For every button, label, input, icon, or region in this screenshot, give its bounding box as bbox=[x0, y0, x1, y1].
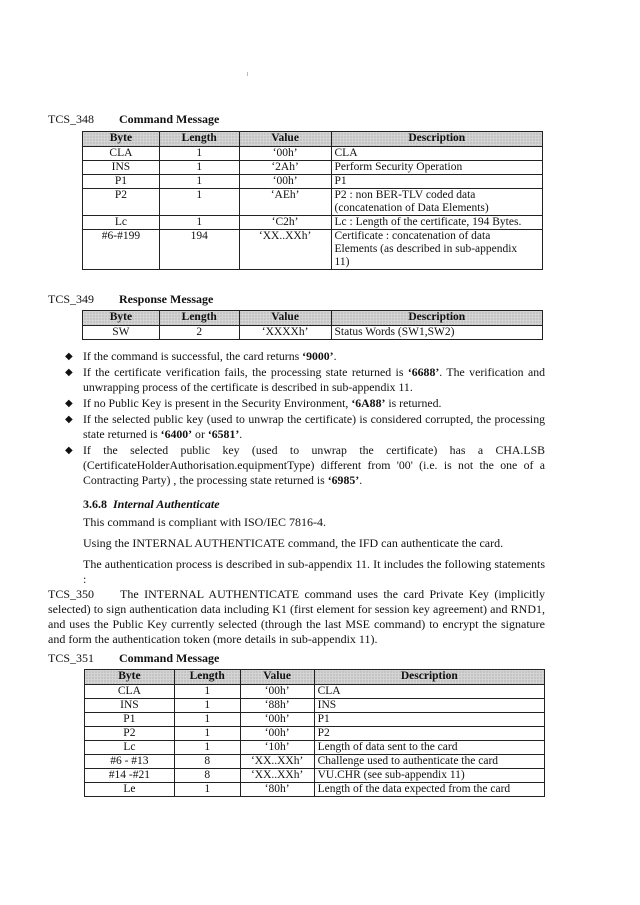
cell-value: ‘XX..XXh’ bbox=[239, 230, 331, 270]
section-paragraph-2: Using the INTERNAL AUTHENTICATE command, the IFD can authenticate the card. bbox=[83, 536, 504, 550]
description-line: Length of data sent to the card bbox=[317, 741, 458, 753]
cell-byte: P1 bbox=[85, 713, 175, 727]
section-paragraph-1: This command is compliant with ISO/IEC 7816-4. bbox=[83, 515, 326, 529]
status-bullet-list bbox=[65, 349, 545, 489]
cell-value: ‘88h’ bbox=[240, 699, 314, 713]
bullet-item bbox=[65, 412, 545, 442]
table-row bbox=[83, 326, 543, 340]
bullet-text: or bbox=[192, 427, 208, 441]
description-line: INS bbox=[317, 699, 337, 711]
section-paragraph-3: The authentication process is described in sub-appendix 11. It includes the following statements : bbox=[83, 557, 545, 586]
table-row bbox=[85, 755, 545, 769]
cell-value: ‘XX..XXh’ bbox=[240, 755, 314, 769]
cell-length: 2 bbox=[159, 326, 239, 340]
description-line: Perform Security Operation bbox=[334, 161, 463, 173]
description-line: P1 bbox=[317, 713, 330, 725]
diamond-bullet-icon: ◆ bbox=[65, 398, 73, 409]
tcs-350-block bbox=[48, 587, 545, 647]
cell-description bbox=[314, 769, 544, 783]
cell-byte: SW bbox=[83, 326, 160, 340]
cell-description bbox=[331, 175, 542, 189]
page-mark bbox=[247, 72, 248, 76]
bullet-item bbox=[65, 443, 545, 488]
header-value: Value bbox=[239, 311, 331, 326]
bullet-item bbox=[65, 396, 545, 411]
table-row bbox=[83, 175, 543, 189]
tcs-349-table bbox=[82, 310, 543, 340]
diamond-bullet-icon: ◆ bbox=[65, 367, 73, 378]
tcs-351-table bbox=[84, 669, 545, 797]
description-line: 11) bbox=[334, 256, 350, 268]
description-line: Elements (as described in sub-appendix bbox=[334, 243, 518, 255]
bullet-text: . bbox=[359, 473, 363, 487]
table-row bbox=[83, 147, 543, 161]
cell-description bbox=[331, 230, 542, 270]
cell-length: 8 bbox=[174, 755, 240, 769]
table-row bbox=[83, 189, 543, 216]
tcs-348-title: Command Message bbox=[119, 112, 220, 126]
cell-description bbox=[314, 783, 544, 797]
bullet-text: If no Public Key is present in the Security Environment, bbox=[83, 396, 352, 410]
cell-description bbox=[331, 147, 542, 161]
cell-description bbox=[314, 755, 544, 769]
cell-description bbox=[314, 699, 544, 713]
status-code: ‘9000’ bbox=[302, 349, 334, 363]
cell-value: ‘00h’ bbox=[240, 685, 314, 699]
table-header-row bbox=[83, 311, 543, 326]
cell-length: 1 bbox=[174, 713, 240, 727]
description-line: Lc : Length of the certificate, 194 Bytes. bbox=[334, 216, 522, 228]
cell-length: 1 bbox=[174, 783, 240, 797]
status-code: ‘6688’ bbox=[407, 365, 440, 379]
cell-value: ‘00h’ bbox=[240, 727, 314, 741]
table-row bbox=[83, 216, 543, 230]
cell-value: ‘2Ah’ bbox=[239, 161, 331, 175]
diamond-bullet-icon: ◆ bbox=[65, 351, 73, 362]
description-line: P2 bbox=[317, 727, 330, 739]
bullet-text: . bbox=[333, 349, 337, 363]
cell-description bbox=[331, 189, 542, 216]
bullet-text: If the command is successful, the card returns bbox=[83, 349, 303, 363]
description-line: (concatenation of Data Elements) bbox=[334, 202, 489, 214]
header-description: Description bbox=[331, 311, 542, 326]
diamond-bullet-icon: ◆ bbox=[65, 414, 73, 425]
cell-length: 1 bbox=[159, 175, 239, 189]
cell-value: ‘00h’ bbox=[239, 147, 331, 161]
header-length: Length bbox=[174, 670, 240, 685]
table-row bbox=[85, 727, 545, 741]
status-code: ‘6A88’ bbox=[351, 396, 386, 410]
tcs-350-text bbox=[48, 587, 545, 647]
description-line: P1 bbox=[334, 175, 347, 187]
header-value: Value bbox=[240, 670, 314, 685]
cell-value: ‘00h’ bbox=[239, 175, 331, 189]
description-line: P2 : non BER-TLV coded data bbox=[334, 189, 476, 201]
header-description: Description bbox=[331, 132, 542, 147]
cell-byte: P1 bbox=[83, 175, 160, 189]
bullet-item bbox=[65, 365, 545, 395]
cell-value: ‘XXXXh’ bbox=[239, 326, 331, 340]
tcs-349-title: Response Message bbox=[119, 292, 214, 306]
cell-byte: #14 -#21 bbox=[85, 769, 175, 783]
tcs-351-title: Command Message bbox=[119, 651, 220, 665]
tcs-349-id: TCS_349 bbox=[48, 292, 95, 306]
description-line: VU.CHR (see sub-appendix 11) bbox=[317, 769, 465, 781]
cell-length: 1 bbox=[159, 216, 239, 230]
cell-value: ‘XX..XXh’ bbox=[240, 769, 314, 783]
cell-byte: P2 bbox=[83, 189, 160, 216]
cell-value: ‘C2h’ bbox=[239, 216, 331, 230]
cell-length: 1 bbox=[159, 147, 239, 161]
cell-description bbox=[314, 727, 544, 741]
tcs-348-id: TCS_348 bbox=[48, 112, 95, 126]
table-row bbox=[85, 783, 545, 797]
bullet-text: . The verification and unwrapping process of the certificate is described in sub-appendix 11. bbox=[83, 365, 545, 394]
cell-length: 1 bbox=[174, 685, 240, 699]
cell-byte: Lc bbox=[85, 741, 175, 755]
cell-byte: P2 bbox=[85, 727, 175, 741]
description-line: Certificate : concatenation of data bbox=[334, 230, 491, 242]
bullet-text: If the selected public key (used to unwrap the certificate) has a CHA.LSB (CertificateHolderAuthorisation.equipmentType) different from '00' (i.e. is not the one of a Contracting Party) , the processing state returned is bbox=[83, 443, 545, 487]
cell-length: 1 bbox=[174, 727, 240, 741]
section-heading bbox=[83, 497, 220, 512]
table-row bbox=[85, 699, 545, 713]
status-code: ‘6985’ bbox=[327, 473, 360, 487]
section-number: 3.6.8 bbox=[83, 497, 107, 511]
cell-byte: CLA bbox=[85, 685, 175, 699]
cell-description bbox=[314, 741, 544, 755]
description-line: Length of the data expected from the card bbox=[317, 783, 511, 795]
header-description: Description bbox=[314, 670, 544, 685]
tcs-350-body: The INTERNAL AUTHENTICATE command uses the card Private Key (implicitly selected) to sign authentication data including K1 (first element for session key agreement) and RND1, and uses the Public Key currently selected (through the last MSE command) to encrypt the signature and form the authentication token (more details in sub-appendix 11). bbox=[48, 587, 545, 646]
cell-value: ‘80h’ bbox=[240, 783, 314, 797]
tcs-348-table bbox=[82, 131, 543, 270]
section-title: Internal Authenticate bbox=[113, 497, 220, 511]
status-code: ‘6581’ bbox=[207, 427, 240, 441]
bullet-item bbox=[65, 349, 545, 364]
bullet-text: If the certificate verification fails, the processing state returned is bbox=[83, 365, 408, 379]
table-header-row bbox=[85, 670, 545, 685]
cell-description bbox=[314, 685, 544, 699]
cell-byte: #6 - #13 bbox=[85, 755, 175, 769]
diamond-bullet-icon: ◆ bbox=[65, 445, 73, 456]
description-line: CLA bbox=[334, 147, 358, 159]
table-header-row bbox=[83, 132, 543, 147]
cell-byte: INS bbox=[83, 161, 160, 175]
cell-description bbox=[314, 713, 544, 727]
cell-description bbox=[331, 326, 542, 340]
cell-byte: #6-#199 bbox=[83, 230, 160, 270]
bullet-text: is returned. bbox=[385, 396, 442, 410]
cell-value: ‘AEh’ bbox=[239, 189, 331, 216]
description-line: Status Words (SW1,SW2) bbox=[334, 326, 455, 338]
cell-length: 8 bbox=[174, 769, 240, 783]
table-row bbox=[85, 769, 545, 783]
tcs-350-id: TCS_350 bbox=[48, 587, 95, 601]
cell-value: ‘00h’ bbox=[240, 713, 314, 727]
description-line: Challenge used to authenticate the card bbox=[317, 755, 499, 767]
table-row bbox=[83, 230, 543, 270]
header-length: Length bbox=[159, 132, 239, 147]
header-byte: Byte bbox=[83, 311, 160, 326]
header-length: Length bbox=[159, 311, 239, 326]
header-byte: Byte bbox=[83, 132, 160, 147]
cell-length: 1 bbox=[159, 189, 239, 216]
cell-byte: Le bbox=[85, 783, 175, 797]
header-byte: Byte bbox=[85, 670, 175, 685]
tcs-351-id: TCS_351 bbox=[48, 651, 95, 665]
cell-byte: Lc bbox=[83, 216, 160, 230]
table-row bbox=[85, 741, 545, 755]
bullet-text: . bbox=[239, 427, 243, 441]
bullet-text: If the selected public key (used to unwrap the certificate) is considered corrupted, the processing state returned is bbox=[83, 412, 545, 441]
table-row bbox=[85, 713, 545, 727]
cell-description bbox=[331, 161, 542, 175]
cell-length: 1 bbox=[174, 741, 240, 755]
cell-value: ‘10h’ bbox=[240, 741, 314, 755]
cell-byte: CLA bbox=[83, 147, 160, 161]
status-code: ‘6400’ bbox=[160, 427, 193, 441]
table-row bbox=[83, 161, 543, 175]
cell-description bbox=[331, 216, 542, 230]
description-line: CLA bbox=[317, 685, 341, 697]
cell-length: 1 bbox=[174, 699, 240, 713]
cell-byte: INS bbox=[85, 699, 175, 713]
table-row bbox=[85, 685, 545, 699]
header-value: Value bbox=[239, 132, 331, 147]
cell-length: 1 bbox=[159, 161, 239, 175]
cell-length: 194 bbox=[159, 230, 239, 270]
